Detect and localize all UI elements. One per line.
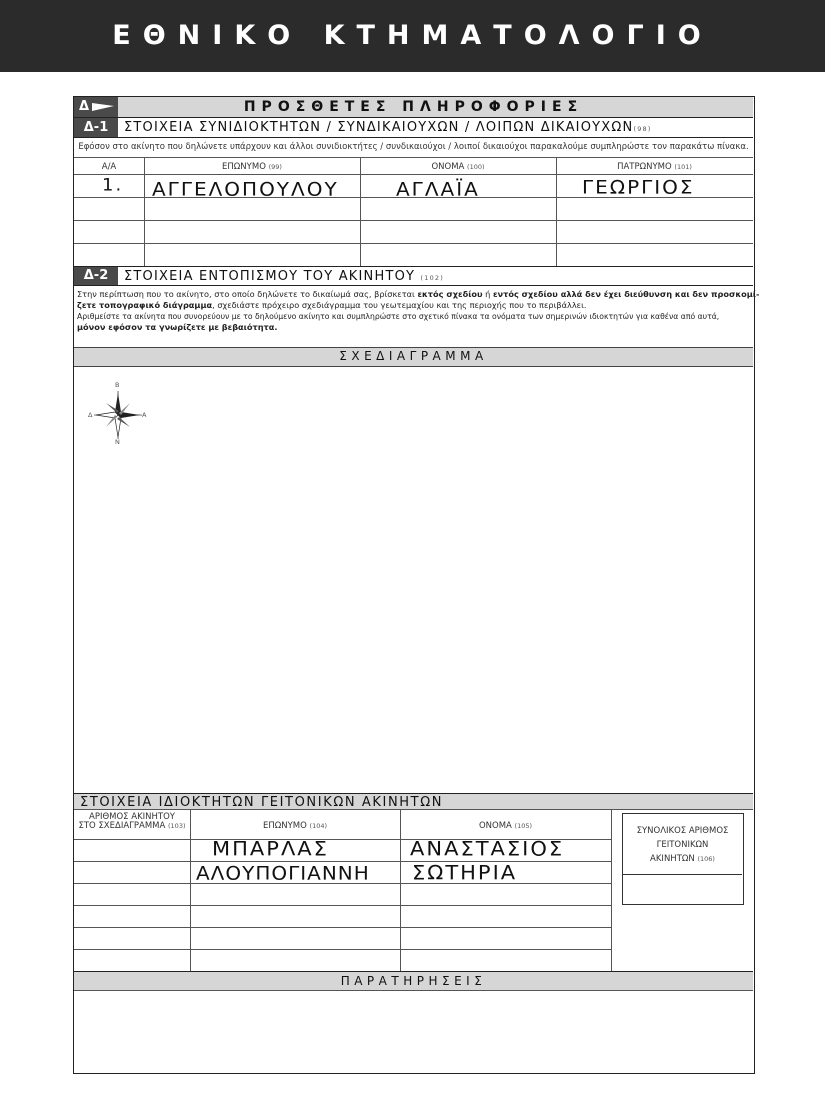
- row-surname[interactable]: [145, 244, 359, 266]
- row-name[interactable]: [401, 928, 610, 949]
- row-number[interactable]: [74, 862, 190, 883]
- col-surname-header: ΕΠΩΝΥΜΟ (99): [222, 162, 282, 172]
- header-banner: [0, 0, 825, 72]
- row-surname[interactable]: [191, 906, 399, 927]
- row-name[interactable]: ΑΓΛΑΪΑ: [396, 177, 480, 201]
- section-d2-instructions: Στην περίπτωση που το ακίνητο, στο οποίο δηλώνετε το δικαίωμά σας, βρίσκεται εκτός σχεδίου ή εντός σχεδίου αλλά δεν έχει διεύθυνση και δεν προσκομί- ζετε τοπογραφικό διάγραμμα, σχεδιάστε πρόχειρο σχεδιάγραμμα του γεωτεμαχίου και της περιοχής που το περιβάλλει. Αριθμείστε τα ακίνητα που συνορεύουν με το δηλούμενο ακίνητο και συμπληρώστε στο σχετικό πίνακα τα ονόματα των σημερινών ιδιοκτητών για καθένα από αυτά, μόνον εφόσον τα γνωρίζετε με βεβαιότητα.: [77, 289, 760, 332]
- col-patronymic-header: ΠΑΤΡΩΝΥΜΟ (101): [617, 162, 692, 172]
- row-surname[interactable]: [191, 928, 399, 949]
- row-aa[interactable]: [74, 198, 144, 220]
- sketch-title: ΣΧΕΔΙΑΓΡΑΜΜΑ: [339, 349, 488, 363]
- row-surname[interactable]: [145, 198, 359, 220]
- row-patronymic[interactable]: ΓΕΩΡΓΙΟΣ: [582, 175, 695, 199]
- row-number[interactable]: [74, 884, 190, 905]
- form-sheet: [73, 96, 760, 1074]
- row-aa[interactable]: [74, 244, 144, 266]
- row-aa[interactable]: 1.: [102, 175, 124, 196]
- row-name[interactable]: [361, 221, 555, 243]
- col-neighbor-name-header: ΟΝΟΜΑ (105): [478, 821, 533, 831]
- compass-south-label: Ν: [115, 438, 120, 446]
- remarks-title: ΠΑΡΑΤΗΡΗΣΕΙΣ: [340, 974, 487, 988]
- row-name[interactable]: [401, 906, 610, 927]
- section-d2-badge: Δ-2: [74, 267, 118, 285]
- page-title: ΕΘΝΙΚΟ ΚΤΗΜΑΤΟΛΟΓΙΟ: [112, 20, 713, 51]
- row-name[interactable]: ΣΩΤΗΡΙΑ: [412, 861, 518, 885]
- col-number-header: ΑΡΙΘΜΟΣ ΑΚΙΝΗΤΟΥ ΣΤΟ ΣΧΕΔΙΑΓΡΑΜΜΑ (103): [78, 812, 186, 831]
- section-d-badge: Δ: [74, 97, 118, 117]
- section-d1-title: ΣΤΟΙΧΕΙΑ ΣΥΝΙΔΙΟΚΤΗΤΩΝ / ΣΥΝΔΙΚΑΙΟΥΧΩΝ / ΛΟΙΠΩΝ ΔΙΚΑΙΟΥΧΩΝ(98): [124, 120, 652, 135]
- row-patronymic[interactable]: [557, 221, 752, 243]
- col-name-header: ΟΝΟΜΑ (100): [431, 162, 485, 172]
- compass-north-label: Β: [115, 381, 120, 389]
- row-name[interactable]: [361, 244, 555, 266]
- row-patronymic[interactable]: [557, 244, 752, 266]
- row-surname[interactable]: ΑΛΟΥΠΟΓΙΑΝΝΗ: [196, 861, 370, 885]
- compass-rose-icon: [88, 381, 148, 447]
- col-neighbor-surname-header: ΕΠΩΝΥΜΟ (104): [262, 821, 328, 831]
- compass-east-label: Α: [142, 411, 147, 419]
- row-number[interactable]: [74, 928, 190, 949]
- sketch-area[interactable]: [75, 367, 752, 792]
- row-patronymic[interactable]: [557, 198, 752, 220]
- row-surname[interactable]: ΑΓΓΕΛΟΠΟΥΛΟΥ: [152, 177, 339, 201]
- section-d2-title: ΣΤΟΙΧΕΙΑ ΕΝΤΟΠΙΣΜΟΥ ΤΟΥ ΑΚΙΝΗΤΟΥ (102): [124, 269, 444, 284]
- row-surname[interactable]: [145, 221, 359, 243]
- section-d1-badge: Δ-1: [74, 118, 118, 137]
- row-number[interactable]: [74, 906, 190, 927]
- section-d-title: ΠΡΟΣΘΕΤΕΣ ΠΛΗΡΟΦΟΡΙΕΣ: [243, 99, 584, 115]
- section-d1-instruction: Εφόσον στο ακίνητο που δηλώνετε υπάρχουν και άλλοι συνιδιοκτήτες / συνδικαιούχοι / λοιποί δικαιούχοι παρακαλούμε συμπληρώστε τον παρακάτω πίνακα.: [78, 142, 749, 152]
- row-name[interactable]: [361, 198, 555, 220]
- neighbors-title: ΣΤΟΙΧΕΙΑ ΙΔΙΟΚΤΗΤΩΝ ΓΕΙΤΟΝΙΚΩΝ ΑΚΙΝΗΤΩΝ: [80, 795, 444, 810]
- col-aa-header: Α/Α: [101, 162, 117, 172]
- row-surname[interactable]: [191, 884, 399, 905]
- row-name[interactable]: ΑΝΑΣΤΑΣΙΟΣ: [410, 837, 565, 861]
- total-neighbors-box: [622, 813, 744, 905]
- total-neighbors-label: ΣΥΝΟΛΙΚΟΣ ΑΡΙΘΜΟΣ ΓΕΙΤΟΝΙΚΩΝ ΑΚΙΝΗΤΩΝ (106): [636, 826, 729, 864]
- total-neighbors-value[interactable]: [623, 875, 742, 903]
- row-surname[interactable]: ΜΠΑΡΛΑΣ: [212, 837, 329, 861]
- row-number[interactable]: [74, 840, 190, 861]
- row-name[interactable]: [401, 884, 610, 905]
- remarks-field[interactable]: [75, 991, 752, 1071]
- compass-west-label: Δ: [88, 411, 93, 419]
- row-aa[interactable]: [74, 221, 144, 243]
